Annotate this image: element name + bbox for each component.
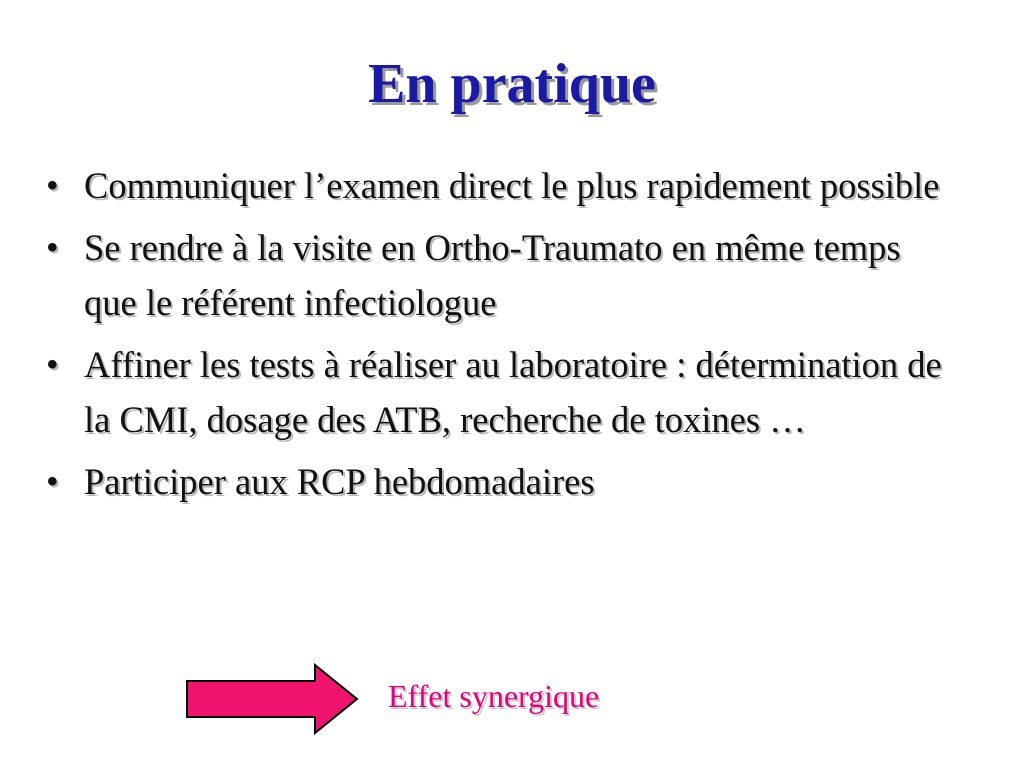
right-arrow-icon [185, 663, 360, 735]
bullet-dot: • [46, 227, 59, 267]
arrow-shape [187, 665, 357, 733]
slide-title: En pratique [368, 53, 656, 115]
bullet-item [46, 337, 946, 447]
bullet-item [46, 220, 946, 330]
conclusion-label: Effet synergique [388, 678, 600, 714]
bullet-dot: • [46, 461, 59, 501]
bullet-dot: • [46, 165, 59, 205]
bullet-dot: • [46, 344, 59, 384]
bullet-text: Affiner les tests à réaliser au laboratoire : détermination de la CMI, dosage des ATB, recherche de toxines … [84, 344, 942, 440]
bullet-item [46, 454, 946, 509]
bullet-list [46, 158, 946, 516]
bullet-text: Participer aux RCP hebdomadaires [84, 461, 595, 502]
bullet-text: Communiquer l’examen direct le plus rapidement possible [84, 165, 940, 206]
bullet-text: Se rendre à la visite en Ortho-Traumato en même temps que le référent infectiologue [84, 227, 901, 323]
bullet-item [46, 158, 946, 213]
